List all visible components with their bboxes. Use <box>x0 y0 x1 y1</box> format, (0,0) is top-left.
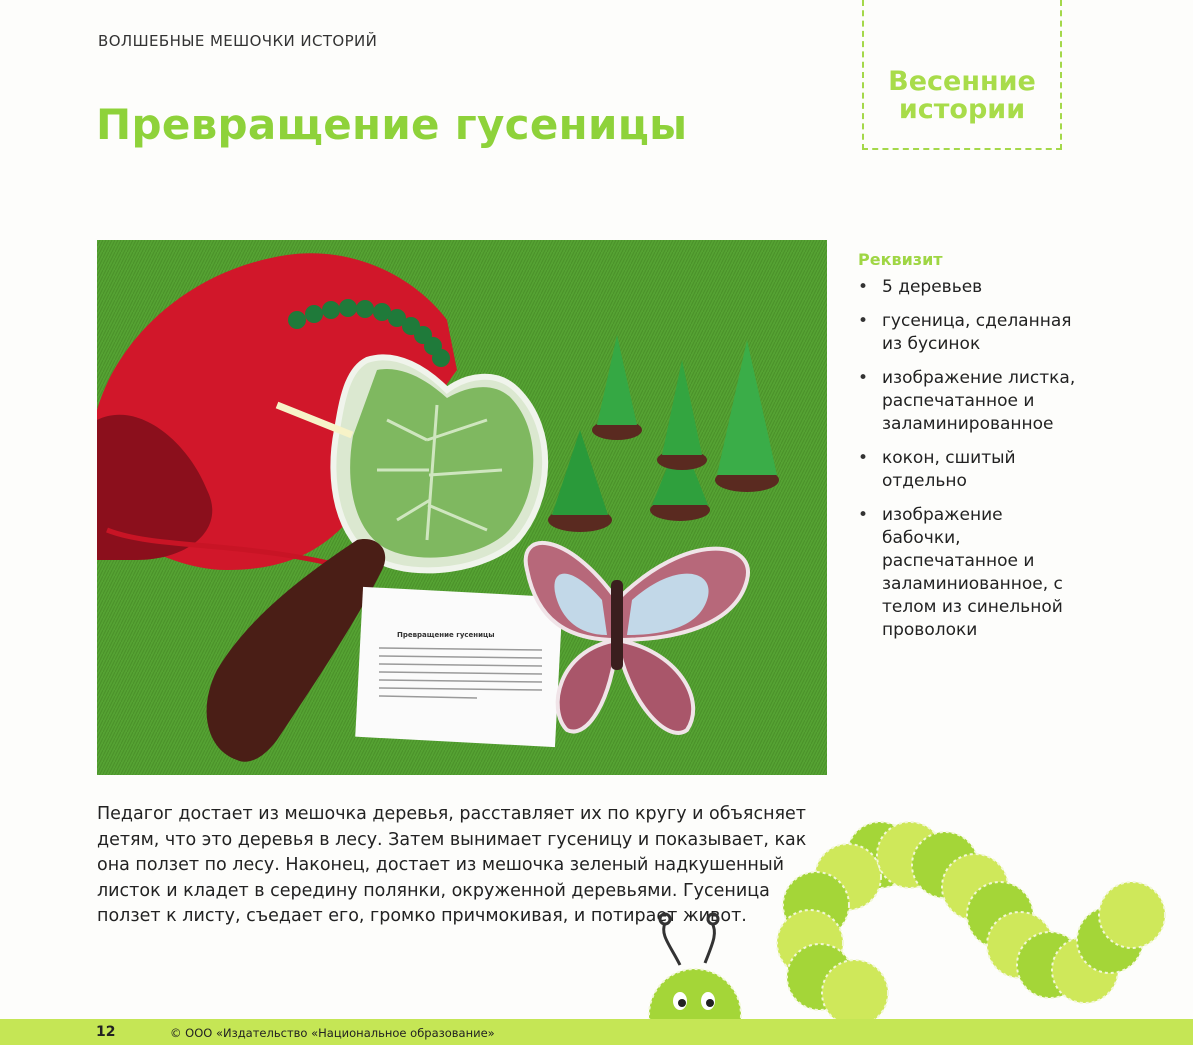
page-title: Превращение гусеницы <box>96 100 688 149</box>
caterpillar-illustration <box>640 815 1180 1045</box>
props-item: • изображение листка, распечатанное и заламинированное <box>855 367 1097 436</box>
props-item: • гусеница, сделанная из бусинок <box>855 310 1082 356</box>
props-list <box>855 276 1155 653</box>
section-tab <box>862 0 1062 150</box>
story-card <box>355 587 563 747</box>
copyright: © ООО «Издательство «Национальное образование» <box>170 1026 495 1040</box>
props-item: • 5 деревьев <box>855 276 1155 299</box>
props-photo <box>97 240 827 775</box>
section-tab-label: Весенние истории <box>888 66 1036 125</box>
body-paragraph: Педагог достает из мешочка деревья, расставляет их по кругу и объясняет детям, что это деревья в лесу. Затем вынимает гусеницу и показывает, как она ползет по лесу. Наконец, достает из мешочка зеленый надкушенный листок и кладет в середину полянки, окруженной деревьями. Гусеница ползет к листу, съедает его, громко причмокивая, и потирает живот. <box>97 804 807 926</box>
story-card-title: Превращение гусеницы <box>397 631 495 639</box>
props-item: • кокон, сшитый отдельно <box>855 447 1047 493</box>
page-number: 12 <box>96 1024 116 1040</box>
props-item: • изображение бабочки, распечатанное и заламиниованное, с телом из синельной проволоки <box>855 504 1082 642</box>
props-heading: Реквизит <box>858 250 943 269</box>
running-head: ВОЛШЕБНЫЕ МЕШОЧКИ ИСТОРИЙ <box>98 32 378 50</box>
